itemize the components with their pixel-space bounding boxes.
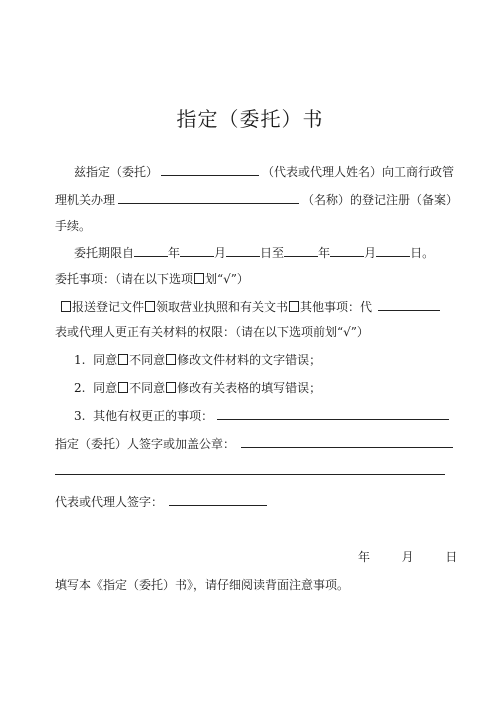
- paragraph-line-1: [74, 163, 454, 180]
- other-matters-blank[interactable]: [378, 298, 440, 311]
- end-year-blank[interactable]: [284, 244, 318, 257]
- agent-sign-blank[interactable]: [169, 493, 267, 506]
- start-day-blank[interactable]: [226, 244, 260, 257]
- document-title: 指定（委托）书: [176, 107, 324, 131]
- text-date-month: 月: [401, 550, 414, 564]
- text-agent-sign: 代表或代理人签字：: [55, 495, 164, 509]
- text-submit-docs: 报送登记文件: [72, 300, 145, 314]
- checkbox-submit-docs[interactable]: [61, 301, 71, 312]
- matters-options-line: [60, 298, 440, 315]
- item-number: 3.: [74, 409, 86, 423]
- principal-sign-line: [55, 435, 453, 452]
- text-other-matters: 其他事项：代: [300, 300, 373, 314]
- item-number: 1.: [74, 353, 86, 367]
- start-month-blank[interactable]: [180, 244, 214, 257]
- text-agree: 同意: [93, 381, 118, 395]
- checkbox-collect-license[interactable]: [145, 301, 155, 312]
- signature-date: [358, 548, 457, 565]
- principal-sign-blank[interactable]: [241, 435, 453, 448]
- text-month: 月: [214, 246, 227, 260]
- text-collect-license: 领取营业执照和有关文书: [156, 300, 289, 314]
- text-disagree: 不同意: [129, 381, 166, 395]
- end-day-blank[interactable]: [376, 244, 410, 257]
- agent-name-blank[interactable]: [161, 163, 259, 176]
- text-year-2: 年: [318, 246, 331, 260]
- sample-checkbox: [194, 273, 204, 284]
- matters-label-line: [55, 271, 249, 287]
- text-designate: 兹指定（委托）: [74, 165, 159, 179]
- text-agent-name-note: （代表或代理人姓名）向工商行政管: [262, 165, 455, 179]
- text-month-2: 月: [364, 246, 377, 260]
- checkbox-disagree-1[interactable]: [166, 354, 176, 365]
- checkbox-agree-2[interactable]: [118, 382, 128, 393]
- item-1: [74, 352, 321, 368]
- text-item-2: 修改有关表格的填写错误；: [177, 381, 322, 395]
- text-matters-label: 委托事项：（请在以下选项: [55, 272, 194, 286]
- other-corrections-blank[interactable]: [217, 407, 449, 420]
- text-principal-sign: 指定（委托）人签字或加盖公章：: [55, 437, 236, 451]
- paragraph-line-3: [55, 218, 91, 234]
- paragraph-line-2: [55, 191, 458, 208]
- start-year-blank[interactable]: [134, 244, 168, 257]
- text-footnote: 填写本《指定（委托）书》，请仔细阅读背面注意事项。: [55, 578, 350, 592]
- text-disagree: 不同意: [129, 353, 166, 367]
- item-number: 2.: [74, 381, 86, 395]
- period-line: [74, 244, 434, 261]
- text-agree: 同意: [93, 353, 118, 367]
- agent-sign-line: [55, 493, 267, 510]
- item-3: [74, 407, 449, 424]
- text-date-year: 年: [358, 550, 371, 564]
- end-month-blank[interactable]: [330, 244, 364, 257]
- checkbox-agree-1[interactable]: [118, 354, 128, 365]
- footnote: [55, 577, 349, 593]
- checkbox-disagree-2[interactable]: [166, 382, 176, 393]
- text-item-1: 修改文件材料的文字错误；: [177, 353, 322, 367]
- text-matters-tail: 划“√”）: [205, 272, 249, 286]
- rights-line: [55, 324, 369, 340]
- text-day-end: 日。: [410, 246, 435, 260]
- text-day-to: 日至: [260, 246, 285, 260]
- text-date-day: 日: [445, 550, 458, 564]
- text-handle: 理机关办理: [55, 193, 116, 207]
- text-procedures: 手续。: [55, 219, 92, 233]
- text-year: 年: [168, 246, 181, 260]
- text-item-3: 其他有权更正的事项：: [93, 409, 214, 423]
- text-rights: 表或代理人更正有关材料的权限：（请在以下选项前划“√”）: [55, 325, 369, 339]
- checkbox-other-matters[interactable]: [289, 301, 299, 312]
- item-2: [74, 380, 321, 396]
- text-registration: （名称）的登记注册（备案）: [302, 193, 459, 207]
- entity-name-blank[interactable]: [118, 191, 299, 204]
- principal-sign-continuation-line[interactable]: [55, 474, 445, 475]
- text-period-start: 委托期限自: [74, 246, 135, 260]
